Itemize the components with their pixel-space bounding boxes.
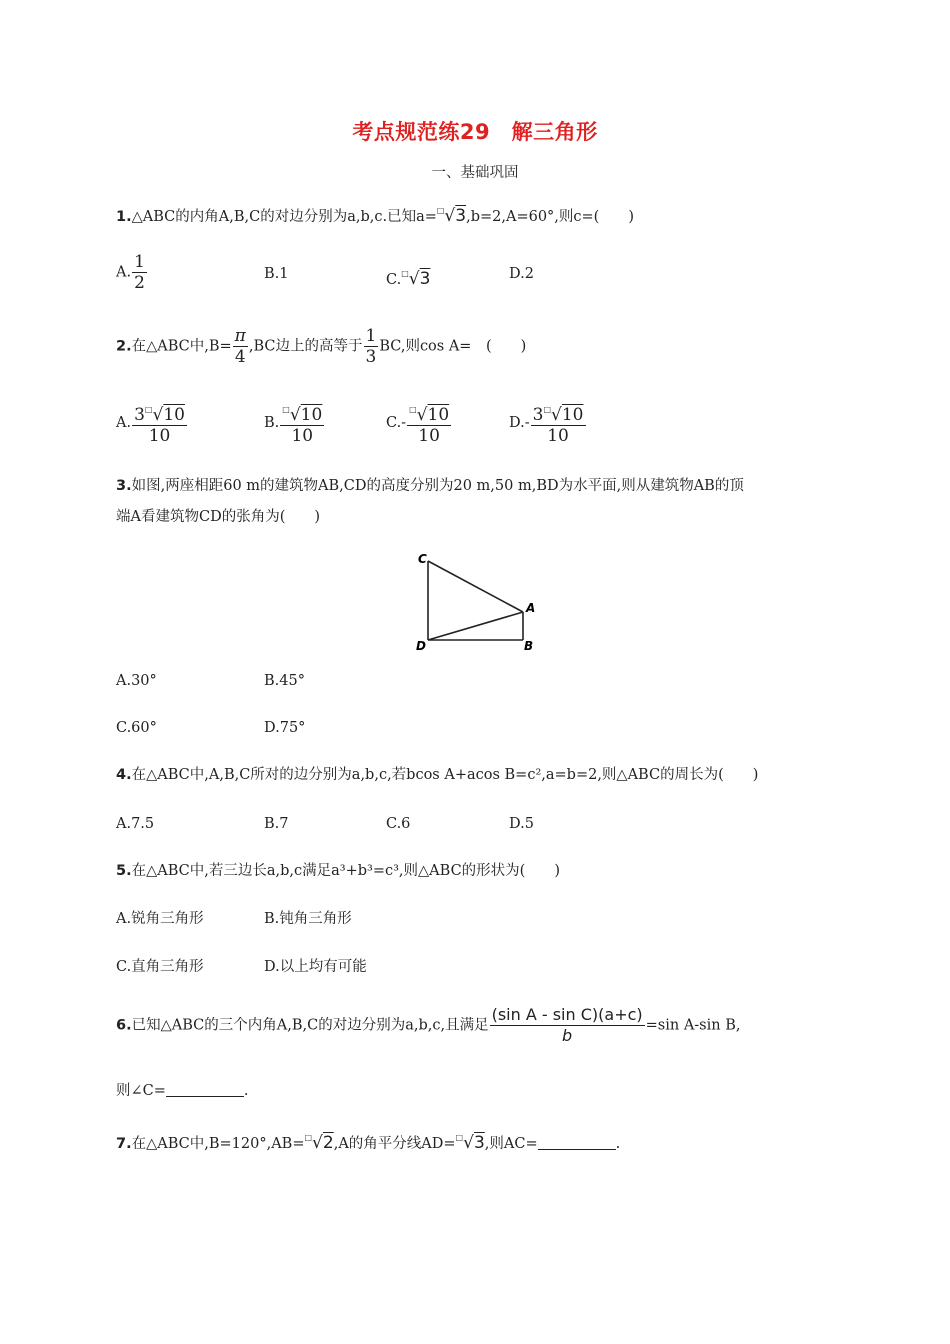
option-c: C.□√3 bbox=[386, 269, 431, 289]
option-b: B.45° bbox=[264, 673, 305, 689]
answer-blank[interactable] bbox=[166, 1082, 244, 1097]
question-3-line-2: 端A看建筑物CD的张角为( ) bbox=[116, 509, 321, 525]
option-a: A.7.5 bbox=[116, 816, 155, 832]
option-a: A. $\frac{1}{2}$ bbox=[116, 252, 145, 293]
question-7: 7.在△ABC中,B=120°,AB=□√2,A的角平分线AD=□√3,则AC= . bbox=[116, 1133, 621, 1153]
label-a: A bbox=[526, 601, 536, 615]
question-5: 5.在△ABC中,若三边长a,b,c满足a³+b³=c³,则△ABC的形状为( ) bbox=[116, 863, 560, 879]
section-heading: 一、基础巩固 bbox=[431, 165, 519, 181]
segment-ca bbox=[428, 561, 523, 612]
label-d: D bbox=[416, 639, 426, 653]
fraction: $\frac{\pi}{4}$ bbox=[234, 326, 246, 367]
option-b: B. $\frac{^□√10}{10}$ bbox=[264, 400, 325, 446]
fraction: $\frac{1}{3}$ bbox=[365, 326, 377, 367]
building-figure bbox=[410, 548, 540, 654]
question-text: △ABC的内角A,B,C的对边分别为a,b,c.已知a= bbox=[131, 209, 437, 225]
option-d: D.2 bbox=[509, 266, 534, 282]
question-3: 3.如图,两座相距60 m的建筑物AB,CD的高度分别为20 m,50 m,BD为水平面,则从建筑物AB的顶 bbox=[116, 478, 744, 494]
label-b: B bbox=[524, 639, 534, 653]
option-c: C.60° bbox=[116, 720, 157, 736]
option-a: A. $\frac{3^□√10}{10}$ bbox=[116, 400, 188, 446]
page-title: 考点规范练29 解三角形 bbox=[352, 120, 598, 144]
answer-blank[interactable] bbox=[538, 1135, 616, 1150]
sqrt: □√3 bbox=[436, 206, 467, 226]
label-c: C bbox=[418, 552, 427, 566]
question-text-end: ,b=2,A=60°,则c=( ) bbox=[466, 209, 634, 225]
question-6-line-2: 则∠C= . bbox=[116, 1083, 249, 1099]
question-number: 1. bbox=[116, 209, 132, 225]
option-c: C.- $\frac{^□√10}{10}$ bbox=[386, 400, 452, 446]
option-d: D.- $\frac{3^□√10}{10}$ bbox=[509, 400, 587, 446]
question-2: 2.在△ABC中,B= $\frac{\pi}{4}$ ,BC边上的高等于 $\frac{1}{3}$ BC,则cos A= ( ) bbox=[116, 326, 527, 367]
option-b: B.1 bbox=[264, 266, 289, 282]
option-b: B.7 bbox=[264, 816, 289, 832]
question-6: 6.已知△ABC的三个内角A,B,C的对边分别为a,b,c,且满足 $\frac{\text{(sin A - sin C)(a+c)}}{b}$ =sin A-sin B, bbox=[116, 1005, 741, 1045]
question-4: 4.在△ABC中,A,B,C所对的边分别为a,b,c,若bcos A+acos B=c²,a=b=2,则△ABC的周长为( ) bbox=[116, 767, 759, 783]
option-d: D.5 bbox=[509, 816, 534, 832]
option-c: C.直角三角形 bbox=[116, 959, 204, 975]
option-d: D.以上均有可能 bbox=[264, 959, 367, 975]
option-a: A.锐角三角形 bbox=[116, 911, 204, 927]
option-d: D.75° bbox=[264, 720, 306, 736]
question-1 bbox=[116, 200, 634, 228]
fraction: $\frac{\text{(sin A - sin C)(a+c)}}{b}$ bbox=[491, 1005, 643, 1045]
segment-da bbox=[428, 612, 523, 640]
option-b: B.钝角三角形 bbox=[264, 911, 352, 927]
option-c: C.6 bbox=[386, 816, 411, 832]
option-a: A.30° bbox=[116, 673, 157, 689]
fraction: $\frac{1}{2}$ bbox=[134, 252, 145, 293]
